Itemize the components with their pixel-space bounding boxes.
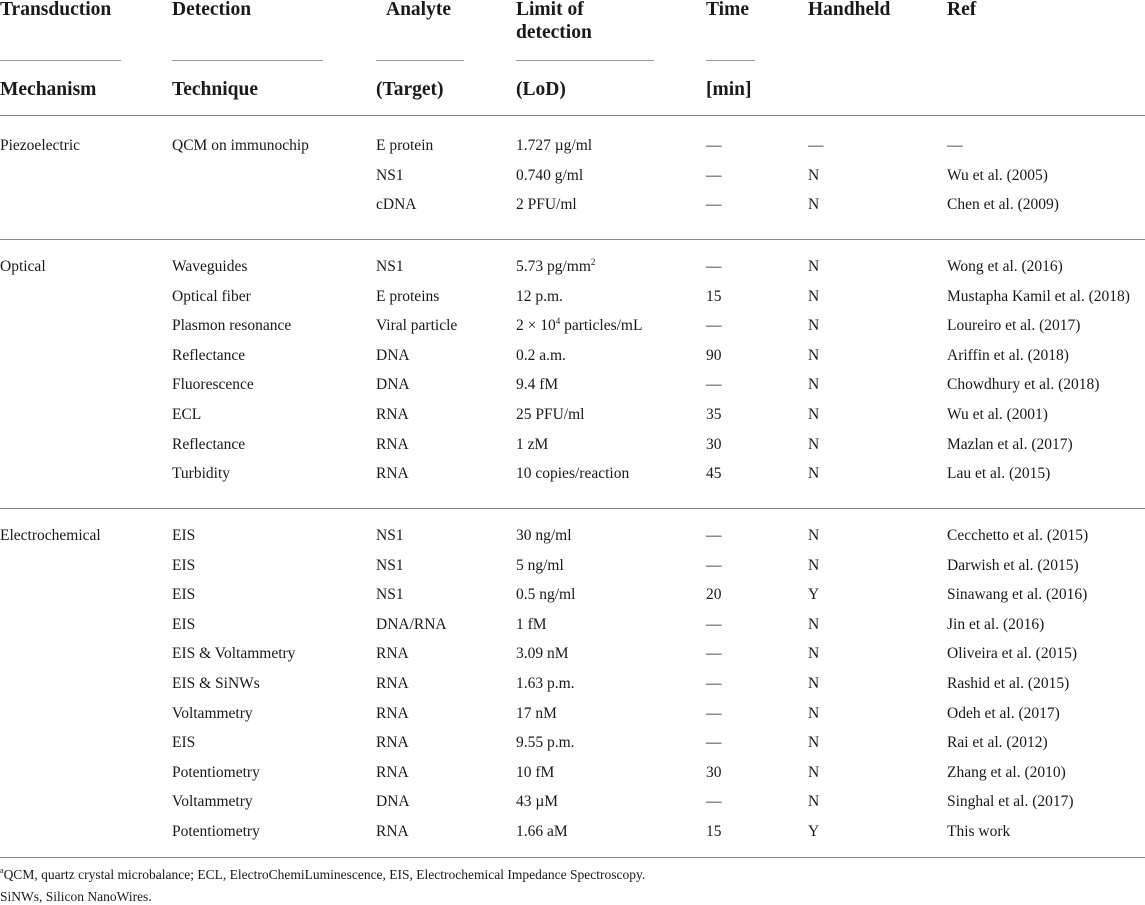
cell-lod: 9.4 fM — [516, 376, 559, 394]
cell-lod: 1.727 µg/ml — [516, 137, 593, 154]
cell-lod: 1.66 aM — [516, 823, 568, 840]
cell-analyte: E protein — [376, 137, 434, 154]
group-divider — [0, 239, 1145, 240]
cell-lod: 1 fM — [516, 615, 547, 633]
cell-lod: 0.740 g/ml — [516, 166, 584, 184]
footnote-2: SiNWs, Silicon NanoWires. — [0, 889, 152, 904]
cell-analyte: NS1 — [376, 586, 404, 604]
header-underline — [376, 60, 464, 61]
cell-analyte: RNA — [376, 823, 409, 840]
cell-technique: EIS — [172, 527, 196, 544]
cell-handheld: Y — [808, 586, 820, 604]
cell-time: — — [706, 317, 722, 335]
cell-technique: QCM on immunochip — [172, 137, 309, 154]
cell-handheld: N — [808, 376, 820, 394]
cell-lod: 5 ng/ml — [516, 556, 564, 574]
header-lod-line2: detection — [516, 22, 592, 43]
cell-time: 20 — [706, 586, 722, 604]
cell-handheld: N — [808, 763, 820, 781]
cell-lod: 1.63 p.m. — [516, 675, 575, 692]
cell-ref: Rai et al. (2012) — [947, 734, 1048, 752]
lod-suffix: particles/mL — [560, 317, 643, 335]
cell-analyte: DNA — [376, 346, 410, 364]
cell-time: 15 — [706, 287, 722, 305]
footnote-1 — [0, 867, 645, 883]
group-label: Piezoelectric — [0, 137, 81, 154]
cell-handheld: N — [808, 556, 820, 574]
cell-time: — — [706, 556, 722, 574]
cell-time: — — [706, 704, 722, 722]
cell-technique: Voltammetry — [172, 704, 253, 722]
cell-ref: Loureiro et al. (2017) — [947, 317, 1081, 335]
cell-technique: EIS & Voltammetry — [172, 645, 296, 663]
cell-ref: Wu et al. (2005) — [947, 166, 1048, 184]
cell-handheld: N — [808, 287, 820, 305]
cell-analyte: cDNA — [376, 196, 417, 214]
cell-time: 90 — [706, 346, 722, 364]
cell-lod: 10 copies/reaction — [516, 465, 630, 483]
header-lod-line1: Limit of — [516, 0, 584, 20]
cell-time: — — [706, 793, 722, 811]
cell-technique: Optical fiber — [172, 287, 251, 305]
header-handheld: Handheld — [808, 0, 891, 20]
cell-technique: Turbidity — [172, 465, 231, 483]
cell-technique: Potentiometry — [172, 823, 260, 840]
cell-handheld: N — [808, 645, 820, 663]
cell-ref: Chen et al. (2009) — [947, 196, 1059, 214]
cell-analyte: RNA — [376, 645, 409, 663]
cell-handheld: N — [808, 465, 820, 483]
header-analyte: Analyte — [386, 0, 451, 20]
cell-technique: Reflectance — [172, 435, 246, 453]
header-underline — [0, 60, 121, 61]
cell-analyte: RNA — [376, 406, 409, 423]
cell-ref: Chowdhury et al. (2018) — [947, 376, 1100, 394]
cell-technique: EIS — [172, 586, 196, 604]
lod-value: 5.73 pg/mm — [516, 258, 591, 275]
cell-lod: 2 PFU/ml — [516, 196, 577, 214]
header-technique: Technique — [172, 79, 258, 100]
cell-analyte: NS1 — [376, 556, 404, 574]
cell-time: — — [706, 527, 722, 544]
cell-technique: EIS — [172, 556, 196, 574]
header-transduction: Transduction — [0, 0, 112, 20]
cell-lod: 9.55 p.m. — [516, 734, 575, 752]
header-underline — [706, 60, 755, 61]
group-divider — [0, 508, 1145, 509]
cell-handheld: N — [808, 196, 820, 214]
header-target: (Target) — [376, 79, 444, 100]
cell-analyte: RNA — [376, 435, 409, 453]
group-divider — [0, 857, 1145, 858]
cell-handheld: N — [808, 704, 820, 722]
cell-technique: Reflectance — [172, 346, 246, 364]
cell-ref: Lau et al. (2015) — [947, 465, 1051, 483]
cell-analyte: RNA — [376, 465, 409, 483]
header-mechanism: Mechanism — [0, 79, 97, 100]
cell-time: — — [706, 258, 722, 275]
cell-lod: 0.2 a.m. — [516, 346, 566, 364]
cell-technique: ECL — [172, 406, 202, 423]
cell-analyte: RNA — [376, 734, 409, 752]
cell-time: — — [706, 376, 722, 394]
cell-time: — — [706, 734, 722, 752]
cell-time: — — [706, 645, 722, 663]
cell-handheld: N — [808, 793, 820, 811]
cell-analyte: RNA — [376, 675, 409, 692]
cell-time: 45 — [706, 465, 722, 483]
header-underline — [172, 60, 323, 61]
cell-handheld: N — [808, 166, 820, 184]
cell-technique: EIS & SiNWs — [172, 675, 260, 692]
cell-ref: — — [947, 137, 963, 154]
cell-ref: Mustapha Kamil et al. (2018) — [947, 287, 1130, 305]
cell-ref: Wong et al. (2016) — [947, 258, 1063, 275]
cell-handheld: N — [808, 317, 820, 335]
cell-time: — — [706, 615, 722, 633]
lod-value: 2 × 10 — [516, 317, 556, 335]
cell-ref: Darwish et al. (2015) — [947, 556, 1079, 574]
group-label: Electrochemical — [0, 527, 101, 544]
cell-analyte: NS1 — [376, 258, 404, 275]
cell-lod: 10 fM — [516, 763, 555, 781]
cell-analyte: RNA — [376, 763, 409, 781]
cell-time: — — [706, 166, 722, 184]
cell-analyte: NS1 — [376, 527, 404, 544]
cell-ref: Odeh et al. (2017) — [947, 704, 1060, 722]
cell-time: 15 — [706, 823, 722, 840]
cell-lod: 25 PFU/ml — [516, 406, 585, 423]
cell-lod: 12 p.m. — [516, 287, 563, 305]
cell-time: — — [706, 137, 722, 154]
footnote-1-text: QCM, quartz crystal microbalance; ECL, ElectroChemiLuminescence, EIS, Electrochemical Impedance Spectroscopy. — [3, 867, 646, 882]
header-time-unit: [min] — [706, 79, 752, 100]
cell-ref: Ariffin et al. (2018) — [947, 346, 1069, 364]
header-divider — [0, 115, 1145, 116]
cell-time: — — [706, 675, 722, 692]
cell-lod: 3.09 nM — [516, 645, 569, 663]
cell-ref: Zhang et al. (2010) — [947, 763, 1066, 781]
cell-technique: Potentiometry — [172, 763, 260, 781]
cell-ref: Oliveira et al. (2015) — [947, 645, 1077, 663]
cell-technique: Fluorescence — [172, 376, 254, 394]
cell-technique: Voltammetry — [172, 793, 253, 811]
cell-ref: Cecchetto et al. (2015) — [947, 527, 1089, 544]
cell-technique: EIS — [172, 615, 196, 633]
header-detection: Detection — [172, 0, 252, 20]
cell-time: 35 — [706, 406, 722, 423]
cell-handheld: N — [808, 734, 820, 752]
cell-time: 30 — [706, 435, 722, 453]
header-time: Time — [706, 0, 749, 20]
cell-lod: 30 ng/ml — [516, 527, 572, 544]
header-lod-abbr: (LoD) — [516, 79, 566, 100]
cell-analyte: DNA — [376, 376, 410, 394]
header-ref: Ref — [947, 0, 977, 20]
footnote-mark: a — [0, 866, 4, 875]
lod-superscript: 2 — [590, 257, 596, 267]
cell-technique: EIS — [172, 734, 196, 752]
cell-handheld: N — [808, 346, 820, 364]
cell-lod: 43 µM — [516, 793, 559, 811]
cell-handheld: N — [808, 527, 820, 544]
cell-ref: Rashid et al. (2015) — [947, 675, 1070, 692]
cell-handheld: N — [808, 435, 820, 453]
cell-technique: Waveguides — [172, 258, 248, 275]
cell-ref: Wu et al. (2001) — [947, 406, 1048, 423]
cell-handheld: N — [808, 675, 820, 692]
cell-lod: 17 nM — [516, 704, 557, 722]
cell-technique: Plasmon resonance — [172, 317, 292, 335]
cell-analyte: NS1 — [376, 166, 404, 184]
cell-handheld: N — [808, 615, 820, 633]
lod-superscript: 4 — [555, 316, 561, 327]
cell-lod: 0.5 ng/ml — [516, 586, 576, 604]
cell-analyte: DNA — [376, 793, 410, 811]
cell-time: — — [706, 196, 722, 214]
cell-analyte: RNA — [376, 704, 409, 722]
cell-ref: Singhal et al. (2017) — [947, 793, 1074, 811]
cell-time: 30 — [706, 763, 722, 781]
cell-lod: 1 zM — [516, 435, 549, 453]
cell-ref: Jin et al. (2016) — [947, 615, 1045, 633]
cell-handheld: — — [808, 137, 824, 154]
cell-handheld: N — [808, 258, 820, 275]
cell-ref: This work — [947, 823, 1011, 840]
header-underline — [516, 60, 654, 61]
cell-analyte: Viral particle — [376, 317, 458, 335]
cell-handheld: N — [808, 406, 820, 423]
cell-lod — [516, 258, 595, 276]
cell-handheld: Y — [808, 823, 820, 840]
cell-analyte: E proteins — [376, 287, 440, 305]
cell-analyte: DNA/RNA — [376, 615, 447, 633]
cell-ref: Sinawang et al. (2016) — [947, 586, 1088, 604]
group-label: Optical — [0, 258, 46, 275]
cell-lod — [516, 317, 642, 335]
cell-ref: Mazlan et al. (2017) — [947, 435, 1073, 453]
